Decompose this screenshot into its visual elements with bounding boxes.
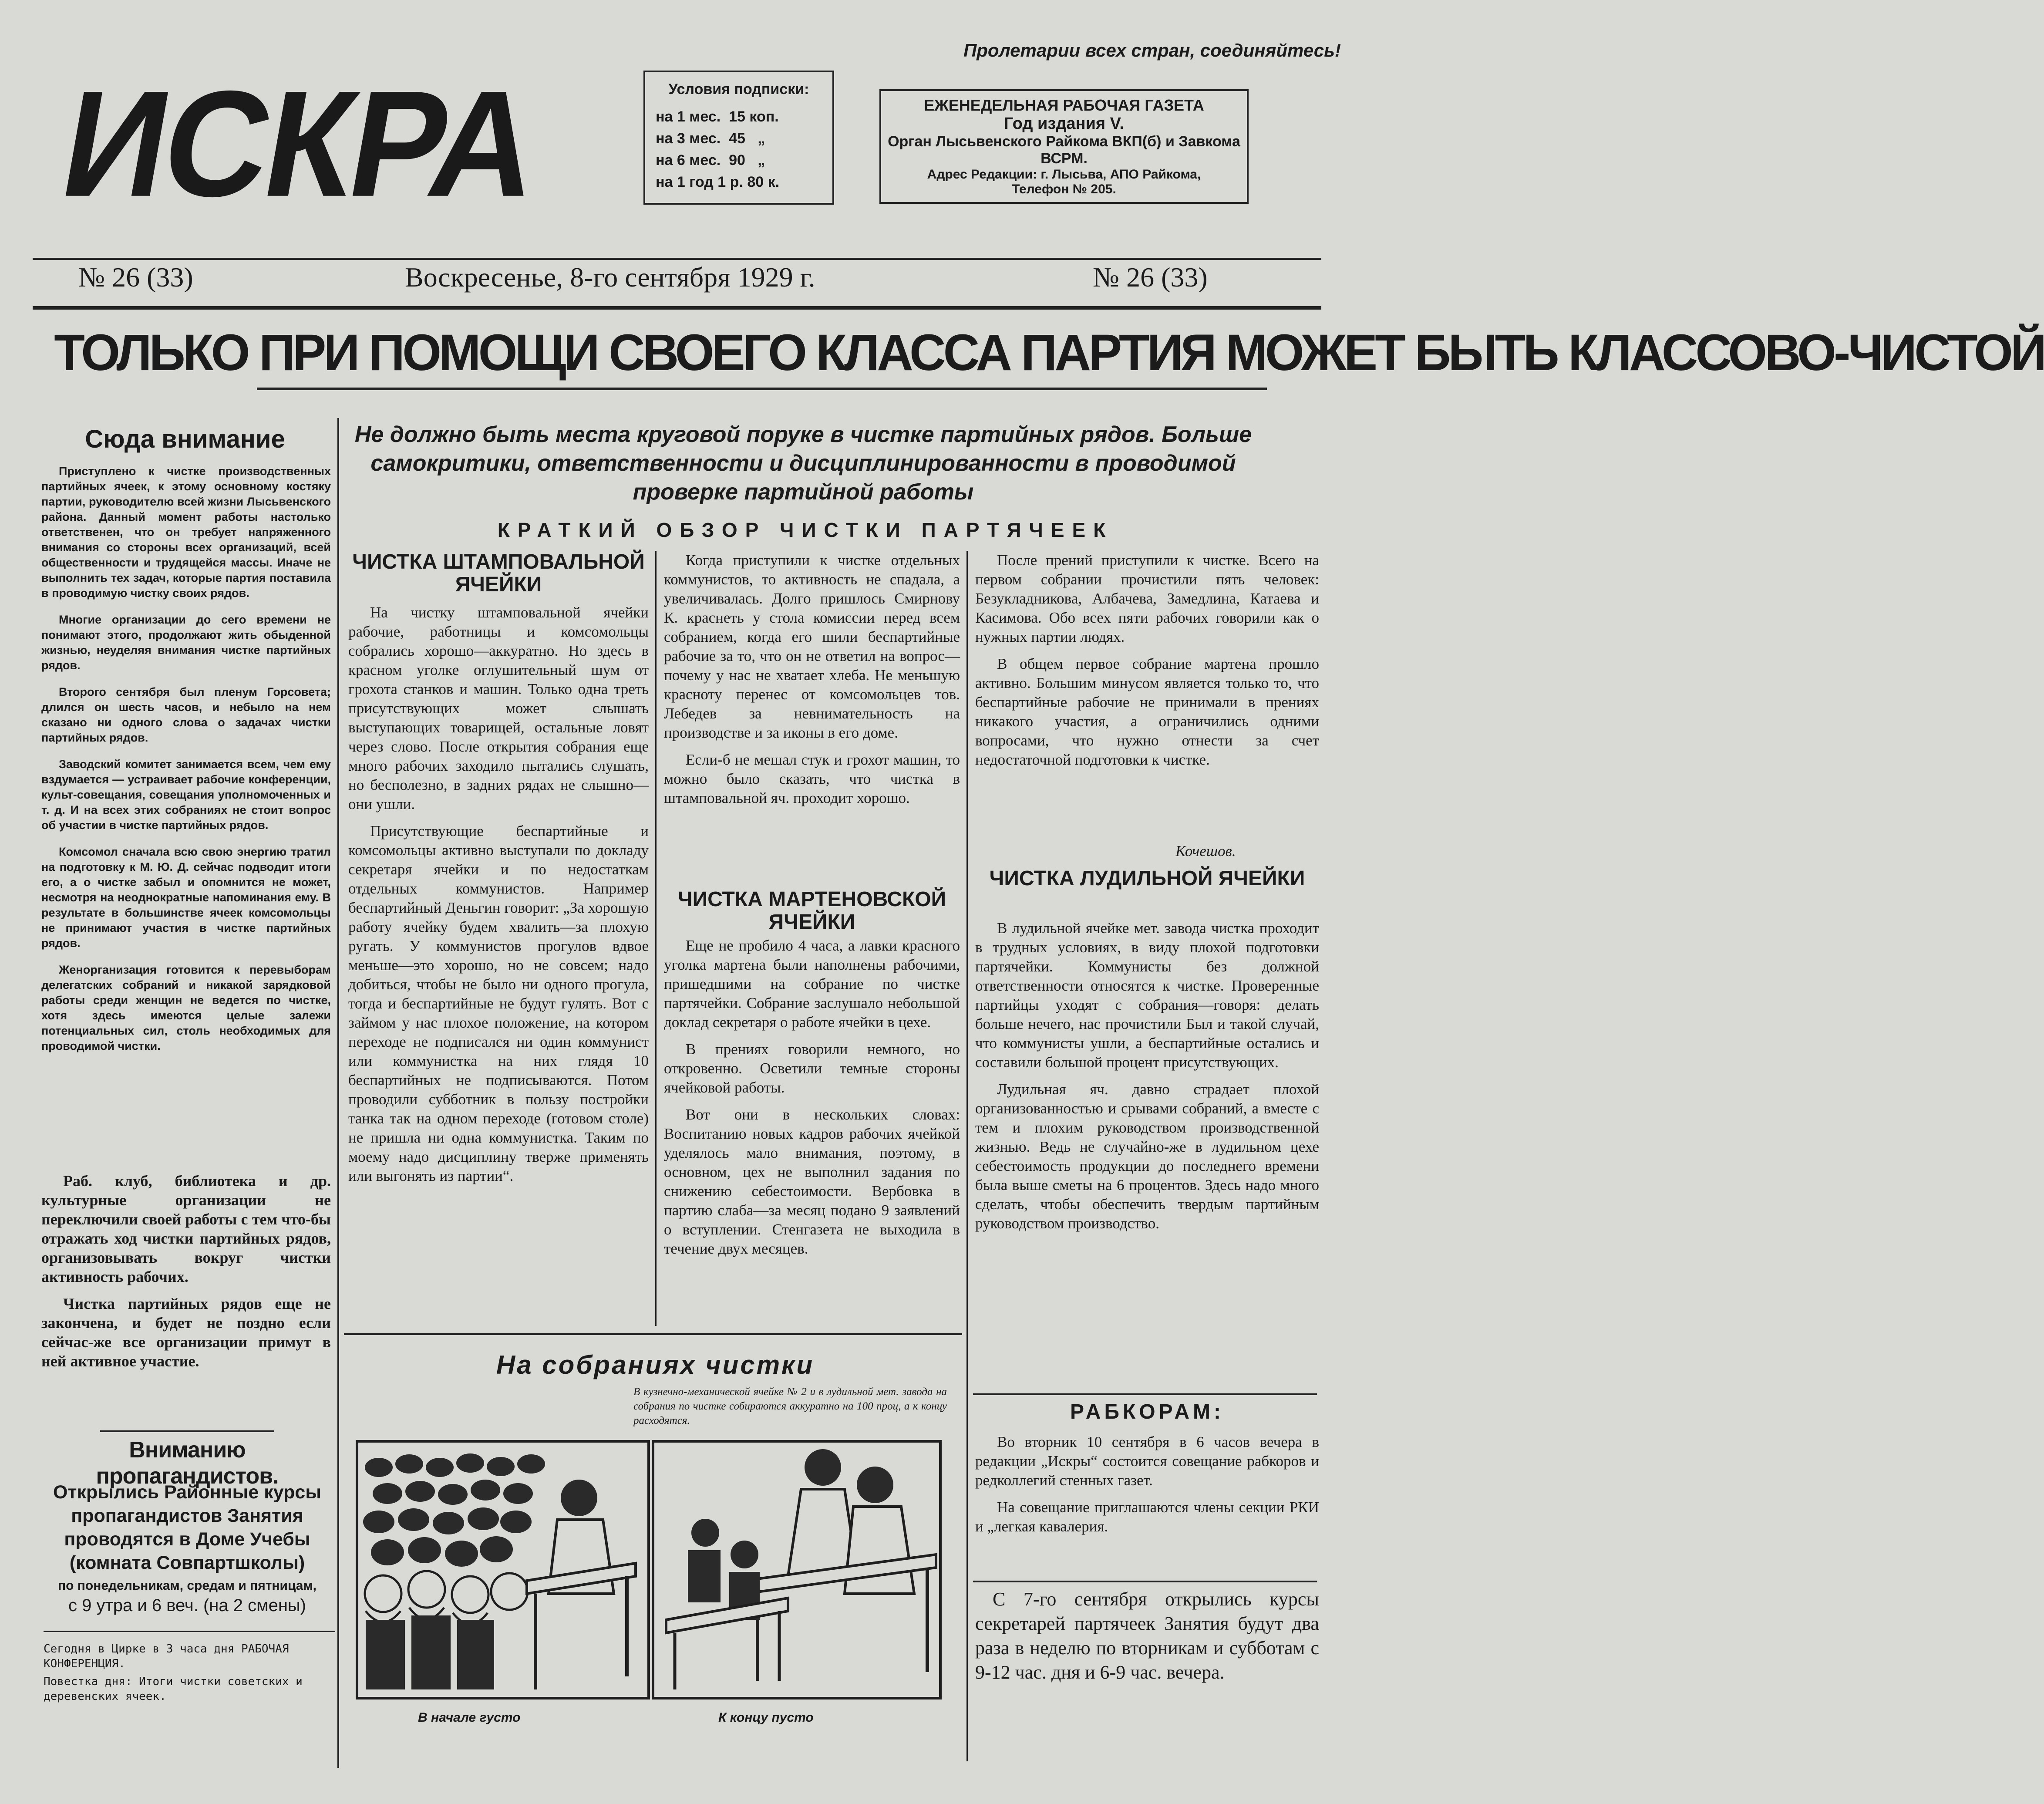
paragraph: Заводский комитет занимается всем, чем ему вздумается — устраивает рабочие конференции, культ-совещания, совещания уполномоченных и т. д. И на всех этих собраниях не стоит вопрос об участии в чистке партийных рядов. xyxy=(41,758,331,832)
issue-number-right: № 26 (33) xyxy=(1093,262,1208,293)
review-title: КРАТКИЙ ОБЗОР ЧИСТКИ ПАРТЯЧЕЕК xyxy=(497,519,1114,541)
paragraph: В общем первое собрание мартена прошло активно. Большим минусом является только то, что беспартийные рабочие не принимали в прениях никакого участия, а ограничились одними вопросами, что нужно отнести за счет недостаточной подготовки к чистке. xyxy=(975,655,1319,768)
photo-caption-left: В начале густо xyxy=(418,1710,521,1725)
cartoon-illustration xyxy=(353,1437,945,1703)
publisher-line-organ: Орган Лысьвенского Райкома ВКП(б) и Завкома ВСРМ. xyxy=(888,133,1240,167)
propagandists-schedule-days: по понедельникам, средам и пятницам, xyxy=(57,1578,317,1593)
subscription-row: на 1 год 1 р. 80 к. xyxy=(656,174,780,190)
publisher-line-phone: Телефон № 205. xyxy=(1012,182,1116,196)
paragraph: Когда приступили к чистке отдельных коммунистов, то активность не спадала, а увеличивалась. Долго пришлось Смирнову К. краснеть у стола комиссии перед всем собранием, когда его шили беспартийные рабочие за то, что он не ответил на вопрос—почему у нас не хватает хлеба. Не меньшую красноту перенес от комсомольцев тов. Лебедев за невнимательность на производстве и за иконы в его доме. xyxy=(664,552,960,741)
paragraph: В прениях говорили немного, но откровенно. Осветили темные стороны ячейковой работы. xyxy=(664,1041,960,1096)
notice-divider xyxy=(44,1631,335,1632)
secretaries-courses: С 7-го сентября открылись курсы секретарей партячеек Занятия будут два раза в неделю по вторникам и субботам с 9-12 час. дня и 6-9 час. вечера. xyxy=(975,1588,1319,1683)
issue-number-left: № 26 (33) xyxy=(78,262,193,293)
paragraph: Женорганизация готовится к перевыборам делегатских собраний и никакой зарядковой работы среди женщин не ведется по чистке, хотя здесь имеются целые залежи потенциальных сил, столь необходимых для проводимой чистки. xyxy=(41,963,331,1052)
column-rule-left xyxy=(337,418,339,1768)
stamp-title: ЧИСТКА ШТАМПОВАЛЬНОЙ ЯЧЕЙКИ xyxy=(352,550,645,596)
subscription-box xyxy=(643,71,834,205)
subscription-heading: Условия подписки: xyxy=(668,81,809,98)
paragraph: Во вторник 10 сентября в 6 часов вечера в редакции „Искры“ состоится совещание рабкоров и редколлегий стенных газет. xyxy=(975,1433,1319,1489)
paragraph: Многие организации до сего времени не понимают этого, продолжают жить обыденной жизнью, неуделяя внимания чистке партийных рядов. xyxy=(41,613,331,672)
courses-divider xyxy=(973,1581,1317,1582)
masthead-rule-bottom xyxy=(33,306,1321,310)
main-headline: ТОЛЬКО ПРИ ПОМОЩИ СВОЕГО КЛАССА ПАРТИЯ МОЖЕТ БЫТЬ КЛАССОВО-ЧИСТОЙ xyxy=(54,324,2044,381)
paragraph: Приступлено к чистке производственных партийных ячеек, к этому основному костяку партии, руководителю всей жизни Лысьвенского района. Данный момент работы настолько ответственен, что он требует напряженного внимания со стороны всех организаций, всей общественности и трудящейся массы. Иначе не выполнить тех задач, которые партия поставила в проводимую чистку своих рядов. xyxy=(41,465,331,600)
tin-article xyxy=(975,919,1319,1241)
marten-article xyxy=(664,936,960,1266)
publisher-box xyxy=(879,89,1249,204)
publisher-line-weekly: ЕЖЕНЕДЕЛЬНАЯ РАБОЧАЯ ГАЗЕТА xyxy=(924,96,1204,114)
article-author: Кочешов. xyxy=(1175,843,1236,860)
headline-underline xyxy=(257,388,1267,390)
photo-caption-right: К концу пусто xyxy=(718,1710,814,1725)
photo-section-divider xyxy=(344,1333,962,1335)
subscription-row: на 6 мес. 90 „ xyxy=(656,152,765,169)
stamp-article xyxy=(348,603,649,1194)
cleaning-continued xyxy=(664,551,960,816)
subscription-rows xyxy=(656,106,832,193)
paragraph: Если-б не мешал стук и грохот машин, то можно было сказать, что чистка в штамповальной яч. проходит хорошо. xyxy=(664,751,960,806)
attention-article xyxy=(41,464,331,1065)
rabkor-divider xyxy=(973,1393,1317,1395)
propagandists-schedule: с 9 утра и 6 веч. (на 2 смены) xyxy=(68,1596,306,1615)
photo-section-caption: В кузнечно-механической ячейке № 2 и в лудильной мет. завода на собрания по чистке собираются аккуратно на 100 проц, а к концу расходятся. xyxy=(633,1386,947,1426)
column-rule-center-2 xyxy=(966,551,968,1761)
issue-date: Воскресенье, 8-го сентября 1929 г. xyxy=(405,262,815,293)
paragraph: Вот они в нескольких словах: Воспитанию новых кадров рабочих ячейкой уделялось мало внимания, поэтому, в основном, цех не выполнил задания по снижению себестоимости. Вербовка в партию слаба—за месяц подано 9 заявлений о вступлении. Стенгазета не выходила в течение двух месяцев. xyxy=(664,1106,960,1257)
paragraph: Присутствующие беспартийные и комсомольцы активно выступали по докладу секретаря ячейки и по недостаткам отдельных коммунистов. Например беспартийный Деньгин говорит: „За хорошую работу ячейку будем хвалить—за плохую ругать. У коммунистов прогулов вдвое меньше—это хорошо, но не совсем; надо добиться, чтобы не было ни одного прогула, тогда и беспартийные не будут гулять. Вот с займом у нас плохое положение, на котором переходе не подписался ни один коммунист или коммунистка на них глядя 10 беспартийных не подписываются. Потом проводили субботник в пользу постройки танка так на одном переходе (готовом столе) не пришла ни одна коммунистка. Таким по моему надо дисциплину тверже применять или выгонять из партии“. xyxy=(348,823,649,1184)
agenda-notice: Повестка дня: Итоги чистки советских и деревенских ячеек. xyxy=(44,1675,303,1703)
tin-title: ЧИСТКА ЛУДИЛЬНОЙ ЯЧЕЙКИ xyxy=(989,867,1305,890)
paragraph: На чистку штамповальной ячейки рабочие, работницы и комсомольцы собрались хорошо—аккуратно. Но здесь в красном уголке оглушительный шум от грохота станков и машин. Только одна треть присутствующих может слышать выступающих товарищей, остальные ловят через слово. После открытия собрания еще много рабочих заходило пытались слушать, но бесполезно, в задних рядах не слышно—они ушли. xyxy=(348,604,649,813)
paragraph: На совещание приглашаются члены секции РКИ и „легкая кавалерия. xyxy=(975,1499,1319,1535)
paragraph: Раб. клуб, библиотека и др. культурные организации не переключили своей работы с тем что-бы отражать ход чистки партийных рядов, организовывать вокруг чистки активность рабочих. xyxy=(41,1172,331,1285)
column-rule-center-1 xyxy=(655,551,657,1326)
attention-title: Сюда внимание xyxy=(85,425,285,453)
paragraph: В лудильной ячейке мет. завода чистка проходит в трудных условиях, в виду плохой подготовки партячейки. Коммунисты без должной ответственности относятся к чистке. Проверенные партийцы уходят с собрания—говоря: делать больше нечего, нас прочистили Был и такой случай, что коммунисты ушли, а беспартийные остались и составили большой процент присутствующих. xyxy=(975,920,1319,1071)
attention-bold-paragraphs xyxy=(41,1171,331,1379)
conference-notice: Сегодня в Цирке в 3 часа дня РАБОЧАЯ КОНФЕРЕНЦИЯ. xyxy=(44,1642,289,1670)
masthead-rule-top xyxy=(33,258,1321,260)
slogan: Пролетарии всех стран, соединяйтесь! xyxy=(963,40,1341,61)
publisher-line-address: Адрес Редакции: г. Лысьва, АПО Райкома, xyxy=(927,167,1201,182)
paragraph: Еще не пробило 4 часа, а лавки красного уголка мартена были наполнены рабочими, пришедшими на собрание по чистке партячейки. Собрание заслушало небольшой доклад секретаря о работе ячейки в цехе. xyxy=(664,937,960,1031)
subscription-row: на 1 мес. 15 коп. xyxy=(656,108,779,125)
propagandists-text: Открылись Районные курсы пропагандистов Занятия проводятся в Доме Учебы (комната Совпартшколы) xyxy=(53,1482,322,1573)
newspaper-title: ИСКРА xyxy=(50,59,549,228)
photo-section-title: На собраниях чистки xyxy=(496,1350,815,1379)
marten-continued xyxy=(975,551,1319,777)
paragraph: Второго сентября был пленум Горсовета; длился он шесть часов, и небыло на нем сказано ни одного слова о задачах чистки партийных рядов. xyxy=(41,685,331,744)
left-divider xyxy=(100,1430,274,1432)
publisher-line-year: Год издания V. xyxy=(1003,115,1124,133)
paragraph: Лудильная яч. давно страдает плохой организованностью и срывами собраний, а вместе с тем и плохим руководством производственной жизнью. Ведь не случайно-же в лудильном цехе себестоимость продукции до последнего времени была выше сметы на 6 процентов. Здесь надо много сделать, чтобы обеспечить твердым партийным руководством производство. xyxy=(975,1081,1319,1232)
subscription-row: на 3 мес. 45 „ xyxy=(656,130,765,147)
paragraph: После прений приступили к чистке. Всего на первом собрании прочистили пять человек: Безукладникова, Албачева, Замедлина, Катаева и Касимова. Обо всех пяти рабочих говорили как о нужных партии людях. xyxy=(975,552,1319,645)
marten-title: ЧИСТКА МАРТЕНОВСКОЙ ЯЧЕЙКИ xyxy=(677,888,946,934)
rabkor-title: РАБКОРАМ: xyxy=(1070,1400,1225,1423)
center-subhead: Не должно быть места круговой поруке в чистке партийных рядов. Больше самокритики, ответственности и дисциплинированности в проводимой проверке партийной работы xyxy=(354,422,1252,505)
rabkor-article xyxy=(975,1433,1319,1544)
paragraph: Чистка партийных рядов еще не закончена, и будет не поздно если сейчас-же все организации примут в ней активное участие. xyxy=(41,1295,331,1370)
propagandists-title: Вниманию пропагандистов. xyxy=(96,1437,279,1489)
paragraph: Комсомол сначала всю свою энергию тратил на подготовку к М. Ю. Д. сейчас подводит итоги его, а о чистке забыл и опомнится не может, несмотря на неоднократные напоминания ему. В результате в большинстве ячеек комсомольцы не принимают участия в чистке партийных рядов. xyxy=(41,845,331,950)
